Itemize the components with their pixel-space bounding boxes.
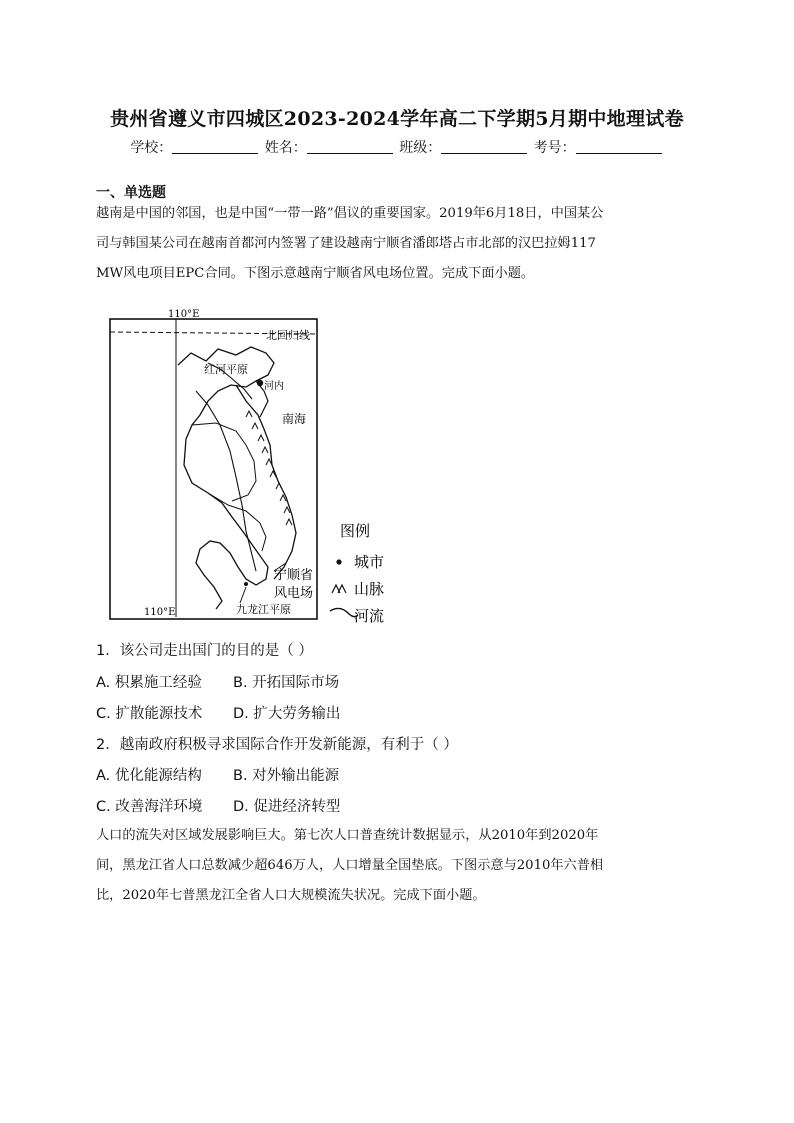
passage-line: 间，黑龙江省人口总数减少超646万人，人口增量全国垫底。下图示意与2010年六普相	[96, 858, 604, 873]
city-hanoi-dot	[257, 380, 263, 386]
lon-bottom-label: 110°E	[144, 607, 176, 618]
mekong-plain-label: 九龙江平原	[236, 603, 291, 616]
passage-1	[96, 199, 706, 289]
legend-river-label: 河流	[354, 607, 385, 625]
exam-title: 贵州省遵义市四城区2023-2024学年高二下学期5月期中地理试卷	[110, 108, 684, 130]
mekong-mouth-dot	[244, 582, 248, 586]
q1-option-d[interactable]: D. 扩大劳务输出	[233, 706, 341, 722]
legend-city-icon	[336, 559, 341, 564]
passage-line: 司与韩国某公司在越南首都河内签署了建设越南宁顺省潘郎塔占市北部的汉巴拉姆117	[96, 236, 596, 251]
passage-line: MW风电项目EPC合同。下图示意越南宁顺省风电场位置。完成下面小题。	[96, 266, 535, 281]
school-blank[interactable]	[172, 140, 258, 154]
q2-option-d[interactable]: D. 促进经济转型	[233, 799, 341, 815]
red-river-plain-label: 红河平原	[204, 363, 248, 376]
q1-option-a[interactable]: A. 积累施工经验	[96, 675, 202, 691]
student-info-row	[0, 137, 794, 157]
legend-city-label: 城市	[354, 553, 385, 571]
lon-top-label: 110°E	[168, 309, 200, 320]
question-1-stem: 1．该公司走出国门的目的是（ ）	[96, 643, 313, 659]
river-mekong	[196, 391, 256, 571]
q1-option-c[interactable]: C. 扩散能源技术	[96, 706, 203, 722]
passage-line: 越南是中国的邻国，也是中国“一带一路”倡议的重要国家。2019年6月18日，中国某公	[96, 206, 604, 221]
number-label: 考号：	[533, 140, 576, 156]
question-2-stem: 2．越南政府积极寻求国际合作开发新能源，有利于（ ）	[96, 737, 458, 753]
legend-title: 图例	[340, 522, 371, 540]
school-label: 学校：	[130, 140, 173, 156]
passage-line: 比，2020年七普黑龙江全省人口大规模流失状况。完成下面小题。	[96, 888, 486, 903]
south-china-sea-label: 南海	[282, 412, 307, 426]
pointer-line	[240, 587, 246, 603]
mountain-range-symbols	[246, 411, 292, 525]
legend-mountain-label: 山脉	[354, 580, 385, 598]
tropic-label: 北回归线	[266, 329, 310, 342]
number-blank[interactable]	[576, 140, 662, 154]
class-blank[interactable]	[441, 140, 527, 154]
wind-farm-label: 风电场	[274, 586, 314, 601]
section-heading: 一、单选题	[96, 185, 166, 201]
class-label: 班级：	[399, 140, 442, 156]
q2-option-a[interactable]: A. 优化能源结构	[96, 768, 202, 784]
passage-line: 人口的流失对区域发展影响巨大。第七次人口普查统计数据显示，从2010年到2020年	[96, 828, 599, 843]
name-label: 姓名：	[264, 140, 307, 156]
legend-mountain-icon	[332, 585, 346, 593]
name-blank[interactable]	[307, 140, 393, 154]
vietnam-map	[96, 305, 396, 635]
passage-2	[96, 821, 706, 911]
wind-farm-province-label: 宁顺省	[274, 568, 314, 583]
hanoi-label: 河内	[264, 381, 284, 392]
q2-option-c[interactable]: C. 改善海洋环境	[96, 799, 203, 815]
q1-option-b[interactable]: B. 开拓国际市场	[233, 675, 340, 691]
q2-option-b[interactable]: B. 对外输出能源	[233, 768, 340, 784]
